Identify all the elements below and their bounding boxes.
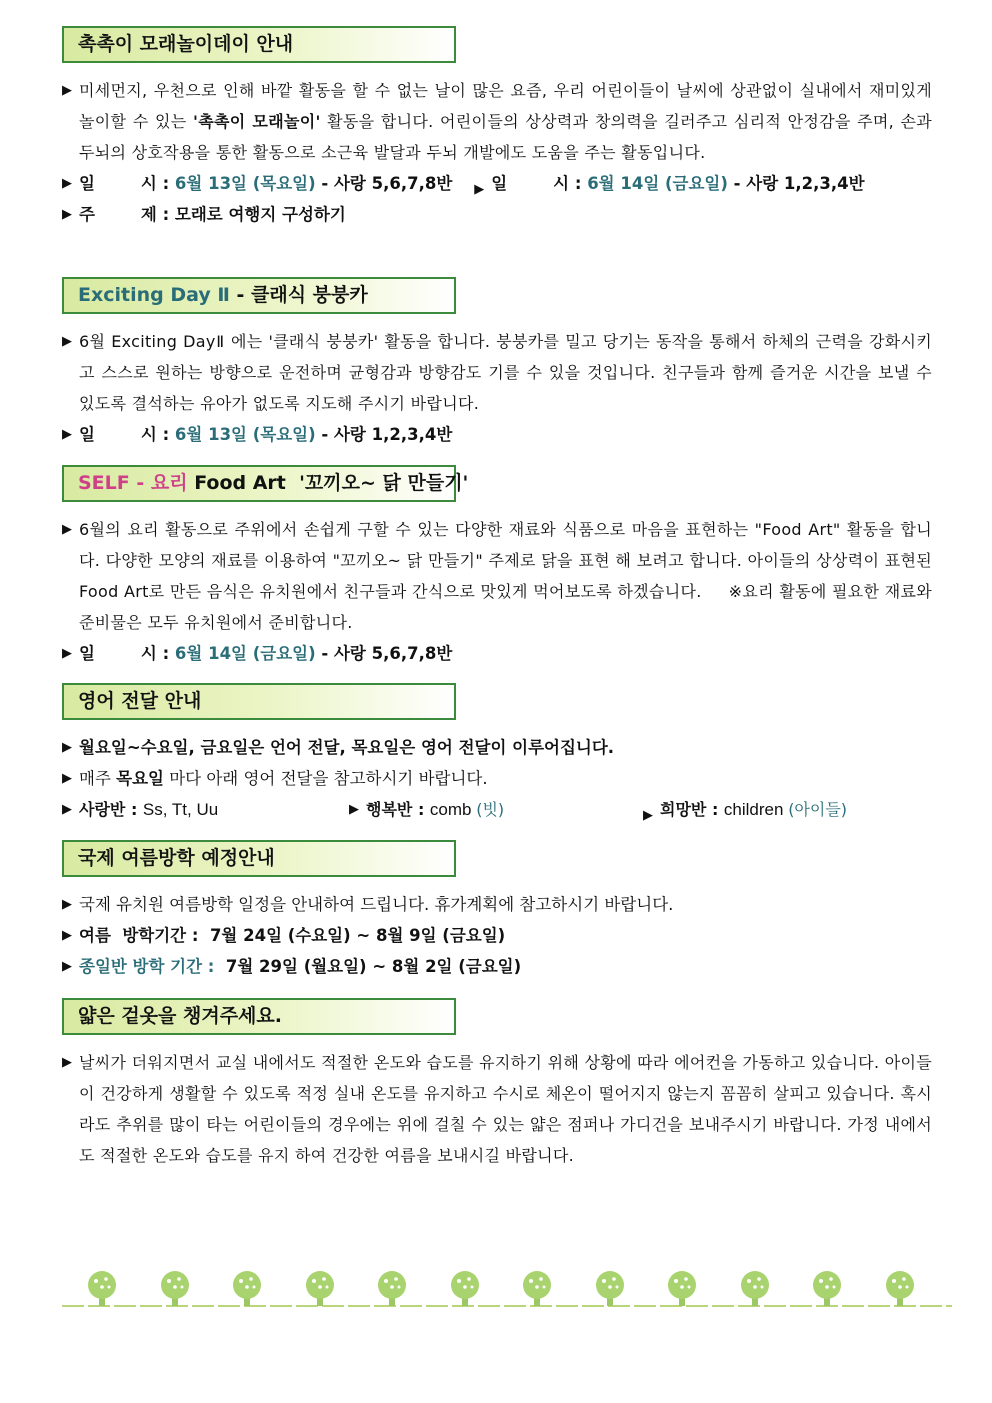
paragraph: ▶ 미세먼지, 우천으로 인해 바깥 활동을 할 수 없는 날이 많은 요즘, 우리 어린이들이 날씨에 상관없이 실내에서 재미있게 놀이할 수 있는 '촉촉이 모래놀이' 활동을 합니다. 어린이들의 상상력과 창의력을 길러주고 심리적 안정감을 주며, 손과 두뇌의 상호작용을 통한 활동으로 소근육 발달과 두뇌 개발에도 도움을 주는 활동입니다.	[62, 75, 932, 168]
vacation-period: ▶ 여름 방학기간 : 7월 24일 (수요일) ~ 8월 9일 (금요일)	[62, 920, 932, 951]
tree-icon	[157, 1270, 193, 1312]
tree-icon	[84, 1270, 120, 1312]
section-title: 얇은 겉옷을 챙겨주세요.	[62, 998, 456, 1035]
section-title: Exciting Day Ⅱ - 클래식 붕붕카	[62, 277, 456, 314]
english-note-line: ▶ 매주 목요일 마다 아래 영어 전달을 참고하시기 바랍니다.	[62, 763, 932, 794]
section-food-art	[62, 465, 938, 669]
fullday-vacation-period: ▶ 종일반 방학 기간 : 7월 29일 (월요일) ~ 8월 2일 (금요일)	[62, 951, 932, 982]
tree-icon	[809, 1270, 845, 1312]
paragraph: ▶ 6월의 요리 활동으로 주위에서 손쉽게 구할 수 있는 다양한 재료와 식품으로 마음을 표현하는 "Food Art" 활동을 합니다. 다양한 모양의 재료를 이용하여 "꼬끼오~ 닭 만들기" 주제로 닭을 표현 해 보려고 합니다. 아이들의 상상력이 표현된 Food Art로 만든 음식은 유치원에서 친구들과 간식으로 맛있게 먹어보도록 하겠습니다. ※요리 활동에 필요한 재료와 준비물은 모두 유치원에서 준비합니다.	[62, 514, 932, 638]
section-title: 영어 전달 안내	[62, 683, 456, 720]
vacation-intro: ▶ 국제 유치원 여름방학 일정을 안내하여 드립니다. 휴가계획에 참고하시기 바랍니다.	[62, 889, 932, 920]
schedule-line: ▶ 일 시 : 6월 13일 (목요일) - 사랑 1,2,3,4반	[62, 419, 932, 450]
tree-icon	[302, 1270, 338, 1312]
tree-border	[62, 1268, 952, 1310]
theme-line: ▶ 주 제 : 모래로 여행지 구성하기	[62, 199, 932, 230]
tree-icon	[882, 1270, 918, 1312]
english-schedule-line: ▶ 월요일~수요일, 금요일은 언어 전달, 목요일은 영어 전달이 이루어집니다.	[62, 732, 932, 763]
section-jacket	[62, 998, 932, 1171]
section-title: 촉촉이 모래놀이데이 안내	[62, 26, 456, 63]
section-title: SELF - 요리 Food Art '꼬끼오~ 닭 만들기'	[62, 465, 456, 502]
tree-icon	[374, 1270, 410, 1312]
schedule-line: ▶ 일 시 : 6월 14일 (금요일) - 사랑 5,6,7,8반	[62, 638, 932, 669]
tree-icon	[519, 1270, 555, 1312]
section-title: 국제 여름방학 예정안내	[62, 840, 456, 877]
tree-icon	[737, 1270, 773, 1312]
paragraph: ▶ 날씨가 더워지면서 교실 내에서도 적절한 온도와 습도를 유지하기 위해 상황에 따라 에어컨을 가동하고 있습니다. 아이들이 건강하게 생활할 수 있도록 적정 실내 온도를 유지하고 수시로 체온이 떨어지지 않는지 꼼꼼히 살피고 있습니다. 혹시라도 추위를 많이 타는 어린이들의 경우에는 위에 걸칠 수 있는 얇은 점퍼나 가디건을 보내주시기 바랍니다. 가정 내에서도 적절한 온도와 습도를 유지 하여 건강한 여름을 보내시길 바랍니다.	[62, 1047, 932, 1171]
tree-icon	[229, 1270, 265, 1312]
section-sand-play	[62, 26, 932, 230]
tree-icon	[592, 1270, 628, 1312]
schedule-line: ▶ 일 시 : 6월 13일 (목요일) - 사랑 5,6,7,8반 ▶ 일 시 : 6월 14일 (금요일) - 사랑 1,2,3,4반	[62, 168, 932, 199]
tree-icon	[664, 1270, 700, 1312]
section-english	[62, 683, 932, 825]
tree-icon	[447, 1270, 483, 1312]
english-classes-line: ▶ 사랑반 : Ss, Tt, Uu ▶ 행복반 : comb (빗) ▶ 희망반 : children (아이들)	[62, 794, 932, 825]
section-summer-vacation	[62, 840, 932, 982]
section-exciting-day	[62, 277, 932, 450]
paragraph: ▶ 6월 Exciting DayⅡ 에는 '클래식 붕붕카' 활동을 합니다. 붕붕카를 밀고 당기는 동작을 통해서 하체의 근력을 강화시키고 스스로 원하는 방향으로 운전하며 균형감과 방향감도 기를 수 있을 것입니다. 친구들과 함께 즐거운 시간을 보낼 수 있도록 결석하는 유아가 없도록 지도해 주시기 바랍니다.	[62, 326, 932, 419]
